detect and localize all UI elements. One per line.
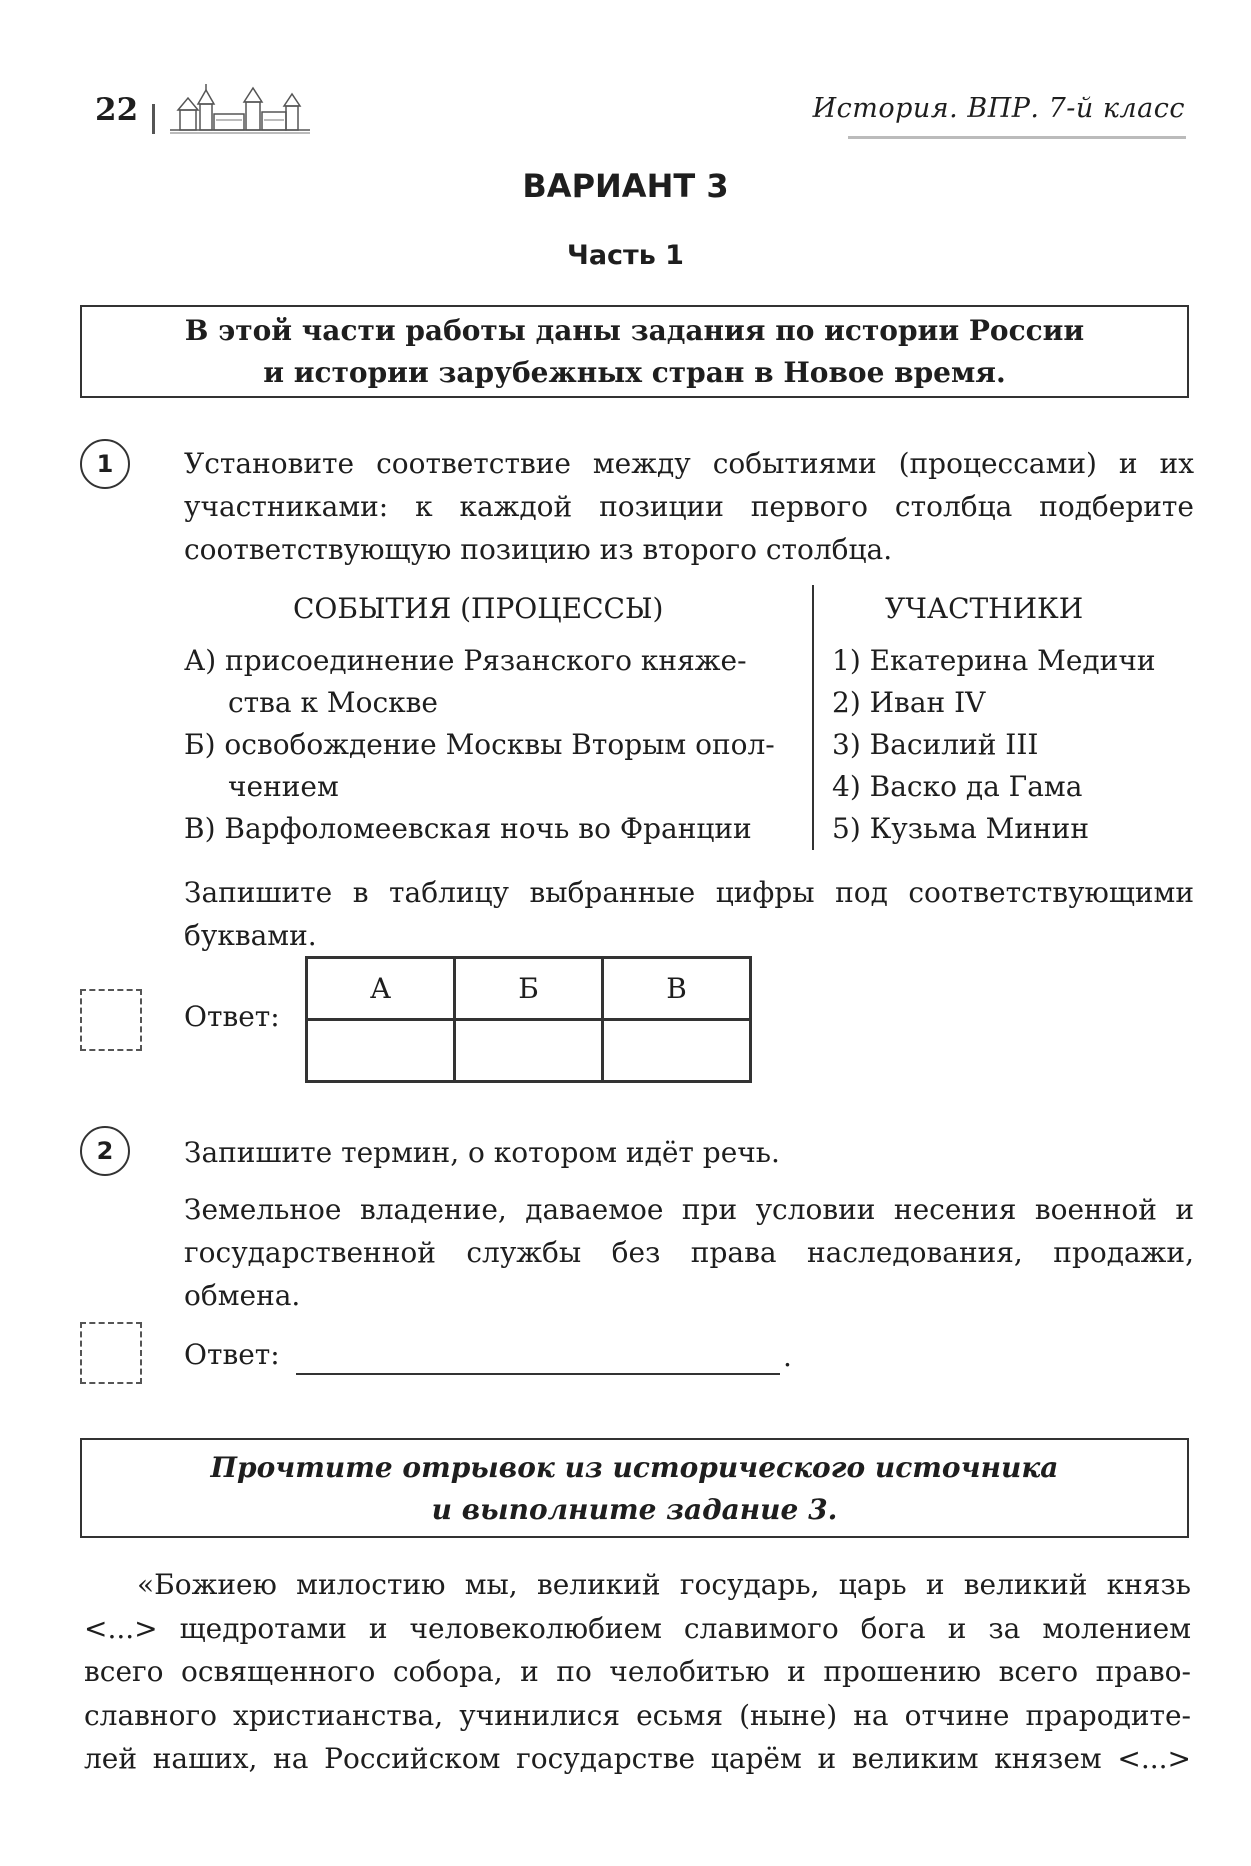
task-2-definition: Земельное владение, даваемое при условии несения военной и государственной службы без права наследования, продажи, обмена. [184,1193,1194,1312]
event-b-line-1: Б) освобождение Москвы Вторым опол- [184,728,775,761]
task-2-answer-label: Ответ: [184,1338,280,1371]
column-divider [812,585,814,850]
event-a-line-1: А) присоединение Рязанского княже- [184,644,747,677]
answer-cell-b[interactable] [455,1020,603,1082]
answer-cell-c[interactable] [603,1020,751,1082]
task-2-period: . [783,1340,792,1373]
source-line-2: и выполните задание 3. [431,1493,838,1526]
source-box [80,1438,1189,1538]
task-2-text: Запишите термин, о котором идёт речь. [184,1136,780,1169]
intro-box [80,305,1189,398]
intro-line-1: В этой части работы даны задания по истории России [184,314,1085,347]
participant-item: 3) Василий III [832,728,1039,761]
quote-line: «Божиею милостию мы, великий государь, царь и великий князь [137,1568,1191,1601]
source-quote [84,1563,1191,1781]
task-1-answer-label: Ответ: [184,1000,280,1033]
header-rule [848,136,1186,139]
intro-line-2: и истории зарубежных стран в Новое время. [263,356,1006,389]
events-header: СОБЫТИЯ (ПРОЦЕССЫ) [293,592,664,625]
event-c-line-1: В) Варфоломеевская ночь во Франции [184,812,752,845]
participants-header: УЧАСТНИКИ [885,592,1084,625]
answer-col-b-header: Б [455,958,603,1020]
task-1-instruction: Запишите в таблицу выбранные цифры под соответствующими буквами. [184,876,1194,952]
quote-line: лей наших, на Российском государстве царём и великим князем <...> [84,1742,1191,1775]
task-1-number: 1 [80,439,130,489]
part-title: Часть 1 [567,240,684,271]
quote-line: славного христианства, учинилися есьмя (ныне) на отчине прародите- [84,1698,1191,1732]
quote-line: всего освященного собора, и по челобитью и прошению всего право- [84,1655,1191,1688]
event-item [184,640,804,724]
castle-icon [170,84,310,136]
event-item [184,808,804,850]
events-list [184,640,804,850]
answer-col-a-header: А [307,958,455,1020]
task-1-answer-table [305,956,752,1083]
participants-list [832,640,1212,850]
participant-item: 5) Кузьма Минин [832,812,1089,845]
page-number-divider [152,104,155,134]
participant-item: 2) Иван IV [832,686,986,719]
participant-item: 4) Васко да Гама [832,770,1083,803]
task-2-score-box [80,1322,142,1384]
task-2-number: 2 [80,1126,130,1176]
book-title: История. ВПР. 7-й класс [812,93,1185,124]
task-1-text: Установите соответствие между событиями (процессами) и их участниками: к каждой позиции первого столбца подберите соответствующую позицию из второго столбца. [184,447,1194,566]
task-1-score-box [80,989,142,1051]
source-line-1: Прочтите отрывок из исторического источника [210,1451,1059,1484]
task-2-answer-line[interactable] [296,1373,780,1375]
participant-item: 1) Екатерина Медичи [832,644,1156,677]
quote-line: <...> щедротами и человеколюбием славимого бога и за молением [84,1611,1191,1645]
event-item [184,724,804,808]
page-number: 22 [95,92,139,128]
event-a-line-2: ства к Москве [228,686,438,719]
variant-title: ВАРИАНТ 3 [522,167,729,205]
answer-cell-a[interactable] [307,1020,455,1082]
event-b-line-2: чением [228,770,339,803]
answer-col-c-header: В [603,958,751,1020]
